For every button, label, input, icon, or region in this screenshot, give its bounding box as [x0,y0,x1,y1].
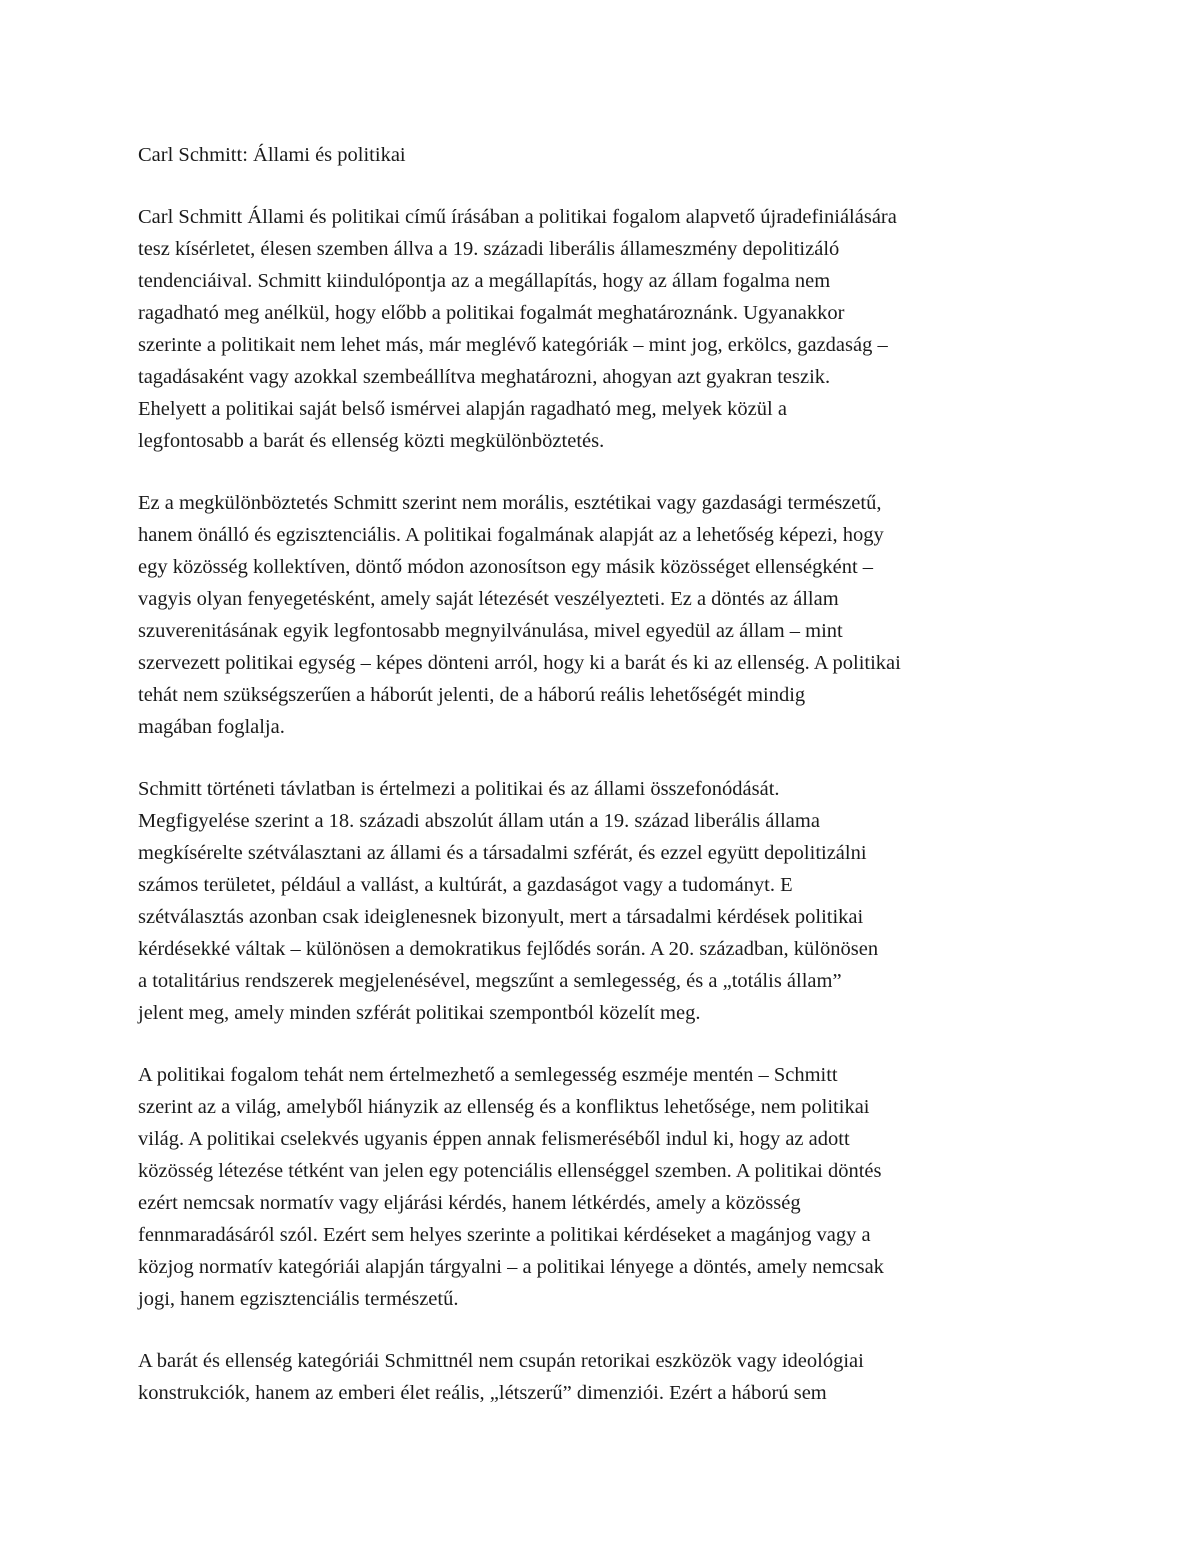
text-line: vagyis olyan fenyegetésként, amely saját létezését veszélyezteti. Ez a döntés az állam [138,588,839,610]
text-line: számos területet, például a vallást, a kultúrát, a gazdaságot vagy a tudományt. E [138,874,793,896]
document-body [138,139,1028,1439]
text-line: Ehelyett a politikai saját belső ismérvei alapján ragadható meg, melyek közül a [138,398,787,420]
text-line: hanem önálló és egzisztenciális. A politikai fogalmának alapját az a lehetőség képezi, hogy [138,524,884,546]
text-line: a totalitárius rendszerek megjelenésével, megszűnt a semlegesség, és a „totális állam” [138,970,842,992]
text-line: szervezett politikai egység – képes dönteni arról, hogy ki a barát és ki az ellenség. A politikai [138,652,901,674]
text-line: tesz kísérletet, élesen szemben állva a 19. századi liberális állameszmény depolitizáló [138,238,840,260]
text-line: ezért nemcsak normatív vagy eljárási kérdés, hanem létkérdés, amely a közösség [138,1192,801,1214]
text-line: egy közösség kollektíven, döntő módon azonosítson egy másik közösséget ellenségként – [138,556,874,578]
paragraph-5 [138,1345,1028,1409]
text-line: világ. A politikai cselekvés ugyanis éppen annak felismeréséből indul ki, hogy az adott [138,1128,850,1150]
paragraph-1 [138,201,1028,457]
text-line: Megfigyelése szerint a 18. századi abszolút állam után a 19. század liberális állama [138,810,820,832]
paragraph-4 [138,1059,1028,1315]
text-line: szuverenitásának egyik legfontosabb megnyilvánulása, mivel egyedül az állam – mint [138,620,843,642]
text-line: közjog normatív kategóriái alapján tárgyalni – a politikai lényege a döntés, amely nemcsak [138,1256,884,1278]
text-line: tagadásaként vagy azokkal szembeállítva meghatározni, ahogyan azt gyakran teszik. [138,366,831,388]
text-line: megkísérelte szétválasztani az állami és a társadalmi szférát, és ezzel együtt depolitizálni [138,842,867,864]
text-line: közösség létezése tétként van jelen egy potenciális ellenséggel szemben. A politikai döntés [138,1160,882,1182]
paragraph-2 [138,487,1028,743]
text-line: A politikai fogalom tehát nem értelmezhető a semlegesség eszméje mentén – Schmitt [138,1064,838,1086]
text-line: tehát nem szükségszerűen a háborút jelenti, de a háború reális lehetőségét mindig [138,684,806,706]
text-line: konstrukciók, hanem az emberi élet reális, „létszerű” dimenziói. Ezért a háború sem [138,1382,827,1404]
text-line: tendenciáival. Schmitt kiindulópontja az a megállapítás, hogy az állam fogalma nem [138,270,831,292]
text-line: legfontosabb a barát és ellenség közti megkülönböztetés. [138,430,605,452]
text-line: ragadható meg anélkül, hogy előbb a politikai fogalmát meghatároznánk. Ugyanakkor [138,302,845,324]
text-line: szerinte a politikait nem lehet más, már meglévő kategóriák – mint jog, erkölcs, gazdaság – [138,334,888,356]
text-line: szerint az a világ, amelyből hiányzik az ellenség és a konfliktus lehetősége, nem politikai [138,1096,870,1118]
text-line: A barát és ellenség kategóriái Schmittnél nem csupán retorikai eszközök vagy ideológiai [138,1350,864,1372]
text-line: jelent meg, amely minden szférát politikai szempontból közelít meg. [138,1002,701,1024]
document-title: Carl Schmitt: Állami és politikai [138,144,406,166]
text-line: Carl Schmitt Állami és politikai című írásában a politikai fogalom alapvető újradefiniálására [138,206,897,228]
text-line: Schmitt történeti távlatban is értelmezi a politikai és az állami összefonódását. [138,778,780,800]
text-line: fennmaradásáról szól. Ezért sem helyes szerinte a politikai kérdéseket a magánjog vagy a [138,1224,871,1246]
paragraph-3 [138,773,1028,1029]
text-line: jogi, hanem egzisztenciális természetű. [138,1288,459,1310]
text-line: kérdésekké váltak – különösen a demokratikus fejlődés során. A 20. században, különösen [138,938,879,960]
text-line: magában foglalja. [138,716,285,738]
text-line: Ez a megkülönböztetés Schmitt szerint nem morális, esztétikai vagy gazdasági természetű, [138,492,882,514]
text-line: szétválasztás azonban csak ideiglenesnek bizonyult, mert a társadalmi kérdések politikai [138,906,864,928]
